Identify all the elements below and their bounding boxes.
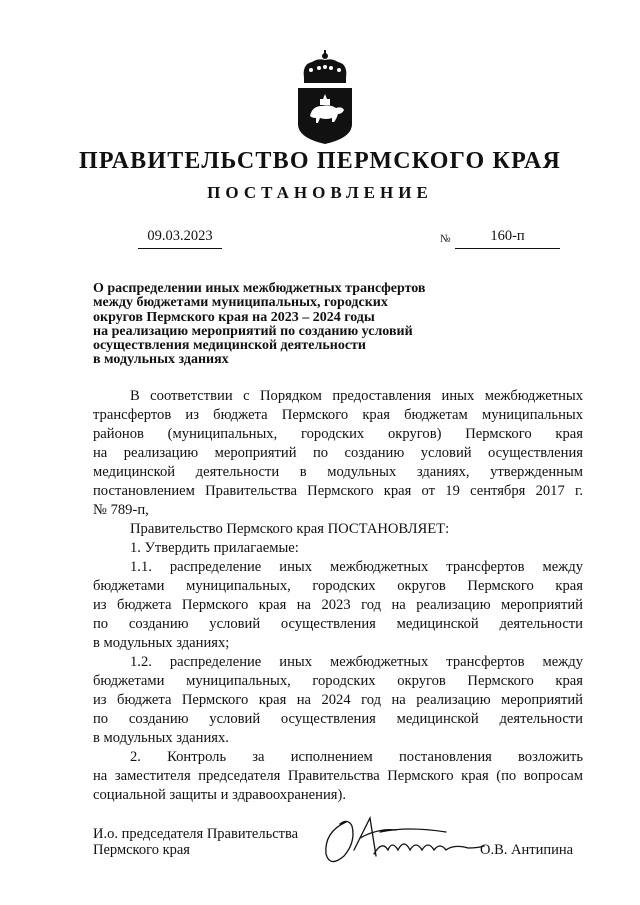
text-line: в модульных зданиях; — [93, 635, 230, 651]
text-line: медицинской деятельности в модульных зданиях, утвержденным — [93, 464, 583, 480]
decree-number: 160-п — [455, 228, 560, 249]
signatory-name: О.В. Антипина — [480, 842, 574, 858]
subject-line: осуществления медицинской деятельности — [93, 338, 366, 354]
subject-line: в модульных зданиях — [93, 352, 229, 368]
subject-line: между бюджетами муниципальных, городских — [93, 295, 388, 311]
text-line: в модульных зданиях. — [93, 730, 229, 746]
text-line: социальной защиты и здравоохранения). — [93, 787, 347, 803]
text-line: из бюджета Пермского края на 2024 год на реализацию мероприятий — [93, 692, 583, 708]
text-line: районов (муниципальных, городских округов) Пермского края — [93, 426, 583, 442]
text-line: на заместителя председателя Правительства Пермского края (по вопросам — [93, 768, 583, 784]
position-line: Пермского края — [93, 842, 190, 858]
coat-of-arms-emblem — [290, 48, 360, 146]
number-label: № — [440, 233, 451, 245]
text-line: 2. Контроль за исполнением постановления возложить — [130, 749, 583, 765]
government-title: ПРАВИТЕЛЬСТВО ПЕРМСКОГО КРАЯ — [78, 148, 562, 174]
text-line: на реализацию мероприятий по созданию условий осуществления — [93, 445, 583, 461]
text-line: из бюджета Пермского края на 2023 год на реализацию мероприятий — [93, 597, 583, 613]
resolves-line: Правительство Пермского края ПОСТАНОВЛЯЕТ: — [130, 521, 450, 537]
item-1: 1. Утвердить прилагаемые: — [130, 540, 299, 556]
item-1-2 — [93, 653, 583, 748]
text-line: бюджетами муниципальных, городских округов Пермского края — [93, 673, 583, 689]
text-line: постановлением Правительства Пермского края от 19 сентября 2017 г. — [93, 483, 583, 499]
handwritten-signature — [318, 810, 488, 870]
text-line: бюджетами муниципальных, городских округов Пермского края — [93, 578, 583, 594]
subject-line: округов Пермского края на 2023 – 2024 годы — [93, 309, 375, 325]
text-line: В соответствии с Порядком предоставления иных межбюджетных — [130, 388, 583, 404]
decree-subject — [93, 282, 533, 368]
text-line: по созданию условий осуществления медицинской деятельности — [93, 711, 583, 727]
text-line: № 789-п, — [93, 502, 149, 518]
subject-line: О распределении иных межбюджетных трансфертов — [93, 281, 426, 296]
document-type-title: ПОСТАНОВЛЕНИЕ — [207, 183, 433, 202]
decree-date: 09.03.2023 — [138, 228, 222, 249]
preamble-paragraph — [93, 387, 583, 520]
decree-body — [93, 387, 583, 805]
item-2 — [93, 748, 583, 805]
text-line: по созданию условий осуществления медицинской деятельности — [93, 616, 583, 632]
text-line: трансфертов из бюджета Пермского края бюджетам муниципальных — [93, 407, 583, 423]
text-line: 1.1. распределение иных межбюджетных трансфертов между — [130, 559, 583, 575]
subject-line: на реализацию мероприятий по созданию условий — [93, 323, 413, 339]
item-1-1 — [93, 558, 583, 653]
text-line: 1.2. распределение иных межбюджетных трансфертов между — [130, 654, 583, 670]
position-line: И.о. председателя Правительства — [93, 826, 299, 842]
signatory-position — [93, 826, 298, 858]
